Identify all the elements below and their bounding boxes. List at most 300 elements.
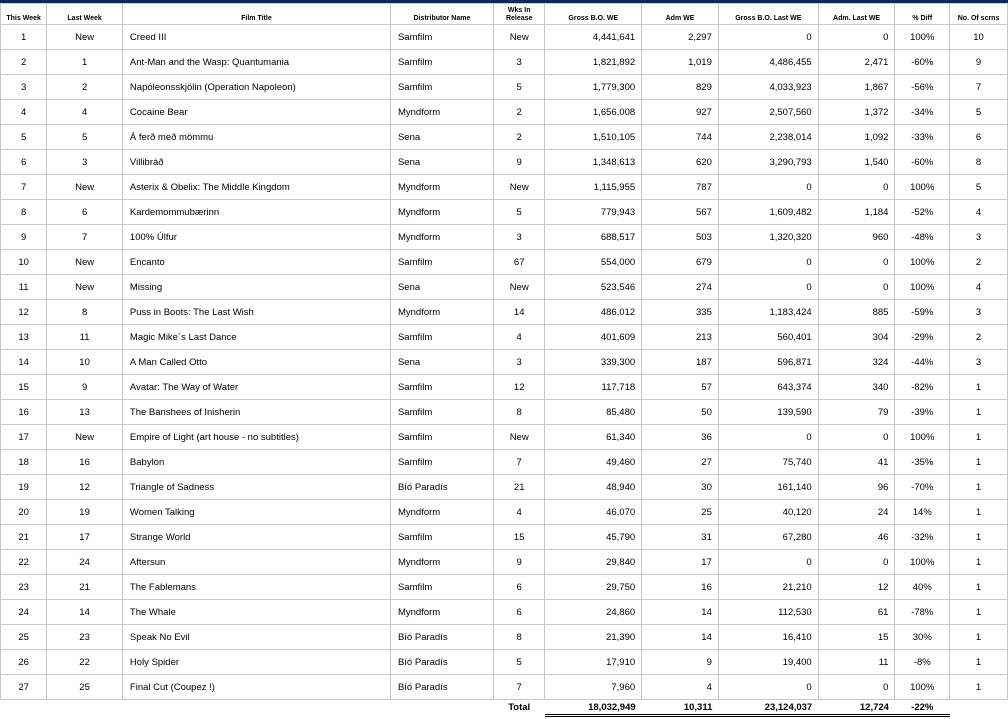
total-adm-last-we: 12,724 <box>818 700 895 716</box>
cell-this-week: 17 <box>1 425 47 450</box>
table-row <box>1 125 1008 150</box>
cell-distributor: Samfilm <box>390 375 493 400</box>
cell-weeks-in-release: 3 <box>493 50 545 75</box>
cell-last-week: 12 <box>47 475 123 500</box>
cell-this-week: 20 <box>1 500 47 525</box>
cell-this-week: 18 <box>1 450 47 475</box>
cell-gross-we: 554,000 <box>545 250 642 275</box>
cell-film-title: Kardemommubærinn <box>122 200 390 225</box>
cell-adm-we: 30 <box>642 475 719 500</box>
table-row <box>1 450 1008 475</box>
cell-film-title: 100% Úlfur <box>122 225 390 250</box>
table-row <box>1 100 1008 125</box>
cell-pct-diff: -29% <box>895 325 950 350</box>
header-row <box>1 4 1008 25</box>
cell-distributor: Myndform <box>390 500 493 525</box>
cell-pct-diff: -34% <box>895 100 950 125</box>
cell-weeks-in-release: 8 <box>493 625 545 650</box>
cell-adm-last-we: 1,540 <box>818 150 895 175</box>
cell-distributor: Bíó Paradís <box>390 475 493 500</box>
cell-film-title: Creed III <box>122 25 390 50</box>
cell-last-week: 5 <box>47 125 123 150</box>
cell-screens: 7 <box>950 75 1008 100</box>
cell-screens: 5 <box>950 100 1008 125</box>
cell-adm-last-we: 324 <box>818 350 895 375</box>
table-row <box>1 275 1008 300</box>
total-gross-we: 18,032,949 <box>545 700 642 716</box>
cell-adm-we: 503 <box>642 225 719 250</box>
cell-adm-we: 14 <box>642 600 719 625</box>
table-row <box>1 575 1008 600</box>
cell-film-title: Missing <box>122 275 390 300</box>
cell-adm-we: 1,019 <box>642 50 719 75</box>
cell-this-week: 11 <box>1 275 47 300</box>
cell-adm-last-we: 11 <box>818 650 895 675</box>
cell-adm-last-we: 2,471 <box>818 50 895 75</box>
cell-gross-we: 17,910 <box>545 650 642 675</box>
cell-pct-diff: 100% <box>895 25 950 50</box>
cell-gross-we: 1,656,008 <box>545 100 642 125</box>
cell-screens: 1 <box>950 375 1008 400</box>
total-adm-we: 10,311 <box>642 700 719 716</box>
cell-screens: 2 <box>950 325 1008 350</box>
cell-gross-last-we: 0 <box>718 675 818 700</box>
cell-distributor: Myndform <box>390 175 493 200</box>
cell-gross-we: 401,609 <box>545 325 642 350</box>
cell-this-week: 21 <box>1 525 47 550</box>
cell-this-week: 5 <box>1 125 47 150</box>
cell-film-title: Strange World <box>122 525 390 550</box>
cell-this-week: 22 <box>1 550 47 575</box>
cell-adm-last-we: 0 <box>818 425 895 450</box>
cell-gross-we: 486,012 <box>545 300 642 325</box>
cell-gross-last-we: 0 <box>718 425 818 450</box>
cell-gross-last-we: 1,609,482 <box>718 200 818 225</box>
cell-screens: 9 <box>950 50 1008 75</box>
cell-this-week: 26 <box>1 650 47 675</box>
cell-distributor: Myndform <box>390 600 493 625</box>
cell-this-week: 6 <box>1 150 47 175</box>
table-row <box>1 425 1008 450</box>
cell-weeks-in-release: 6 <box>493 575 545 600</box>
cell-distributor: Samfilm <box>390 400 493 425</box>
cell-distributor: Myndform <box>390 200 493 225</box>
cell-gross-we: 1,510,105 <box>545 125 642 150</box>
cell-this-week: 24 <box>1 600 47 625</box>
cell-distributor: Bíó Paradís <box>390 625 493 650</box>
cell-gross-last-we: 112,530 <box>718 600 818 625</box>
cell-gross-we: 117,718 <box>545 375 642 400</box>
cell-weeks-in-release: 3 <box>493 350 545 375</box>
cell-gross-last-we: 21,210 <box>718 575 818 600</box>
cell-film-title: The Whale <box>122 600 390 625</box>
cell-film-title: Triangle of Sadness <box>122 475 390 500</box>
cell-weeks-in-release: 4 <box>493 325 545 350</box>
cell-last-week: 14 <box>47 600 123 625</box>
cell-adm-last-we: 0 <box>818 25 895 50</box>
table-row <box>1 325 1008 350</box>
cell-this-week: 25 <box>1 625 47 650</box>
cell-weeks-in-release: 8 <box>493 400 545 425</box>
cell-screens: 1 <box>950 575 1008 600</box>
cell-distributor: Sena <box>390 150 493 175</box>
col-gross-we: Gross B.O. WE <box>545 4 642 25</box>
cell-adm-we: 679 <box>642 250 719 275</box>
cell-pct-diff: 30% <box>895 625 950 650</box>
col-gross-last-we: Gross B.O. Last WE <box>718 4 818 25</box>
cell-gross-we: 45,790 <box>545 525 642 550</box>
cell-last-week: 17 <box>47 525 123 550</box>
cell-this-week: 15 <box>1 375 47 400</box>
cell-film-title: Empire of Light (art house - no subtitles) <box>122 425 390 450</box>
cell-screens: 6 <box>950 125 1008 150</box>
cell-film-title: Cocaine Bear <box>122 100 390 125</box>
cell-adm-we: 927 <box>642 100 719 125</box>
cell-adm-we: 567 <box>642 200 719 225</box>
table-body <box>1 25 1008 700</box>
cell-film-title: Holy Spider <box>122 650 390 675</box>
cell-gross-we: 523,546 <box>545 275 642 300</box>
cell-screens: 1 <box>950 475 1008 500</box>
cell-distributor: Samfilm <box>390 525 493 550</box>
cell-last-week: New <box>47 250 123 275</box>
cell-adm-last-we: 0 <box>818 675 895 700</box>
cell-distributor: Samfilm <box>390 575 493 600</box>
cell-weeks-in-release: 9 <box>493 150 545 175</box>
cell-adm-last-we: 960 <box>818 225 895 250</box>
cell-film-title: A Man Called Otto <box>122 350 390 375</box>
cell-gross-last-we: 560,401 <box>718 325 818 350</box>
table-row <box>1 300 1008 325</box>
cell-pct-diff: -48% <box>895 225 950 250</box>
cell-last-week: New <box>47 275 123 300</box>
cell-gross-last-we: 19,400 <box>718 650 818 675</box>
cell-this-week: 9 <box>1 225 47 250</box>
cell-last-week: 22 <box>47 650 123 675</box>
col-screens: No. Of scrns <box>950 4 1008 25</box>
cell-this-week: 3 <box>1 75 47 100</box>
table-row <box>1 675 1008 700</box>
col-distributor: Distributor Name <box>390 4 493 25</box>
cell-pct-diff: -8% <box>895 650 950 675</box>
cell-adm-we: 829 <box>642 75 719 100</box>
cell-adm-last-we: 1,184 <box>818 200 895 225</box>
cell-adm-we: 16 <box>642 575 719 600</box>
cell-adm-last-we: 1,867 <box>818 75 895 100</box>
cell-screens: 1 <box>950 550 1008 575</box>
table-row <box>1 150 1008 175</box>
cell-adm-we: 50 <box>642 400 719 425</box>
cell-distributor: Samfilm <box>390 250 493 275</box>
cell-distributor: Myndform <box>390 225 493 250</box>
cell-gross-we: 21,390 <box>545 625 642 650</box>
cell-pct-diff: -70% <box>895 475 950 500</box>
cell-gross-last-we: 4,033,923 <box>718 75 818 100</box>
cell-screens: 3 <box>950 300 1008 325</box>
cell-last-week: 25 <box>47 675 123 700</box>
cell-this-week: 10 <box>1 250 47 275</box>
cell-film-title: Speak No Evil <box>122 625 390 650</box>
cell-distributor: Myndform <box>390 300 493 325</box>
cell-last-week: 2 <box>47 75 123 100</box>
cell-adm-last-we: 15 <box>818 625 895 650</box>
table-row <box>1 200 1008 225</box>
cell-weeks-in-release: 14 <box>493 300 545 325</box>
cell-distributor: Bíó Paradís <box>390 650 493 675</box>
cell-gross-last-we: 0 <box>718 550 818 575</box>
table-row <box>1 350 1008 375</box>
cell-adm-we: 744 <box>642 125 719 150</box>
cell-adm-we: 14 <box>642 625 719 650</box>
table-row <box>1 475 1008 500</box>
cell-weeks-in-release: 3 <box>493 225 545 250</box>
cell-last-week: 1 <box>47 50 123 75</box>
cell-adm-we: 36 <box>642 425 719 450</box>
col-this-week: This Week <box>1 4 47 25</box>
cell-distributor: Sena <box>390 350 493 375</box>
cell-this-week: 13 <box>1 325 47 350</box>
cell-pct-diff: -60% <box>895 50 950 75</box>
cell-weeks-in-release: 5 <box>493 75 545 100</box>
cell-gross-we: 29,750 <box>545 575 642 600</box>
cell-gross-last-we: 161,140 <box>718 475 818 500</box>
cell-pct-diff: -78% <box>895 600 950 625</box>
cell-gross-last-we: 4,486,455 <box>718 50 818 75</box>
cell-pct-diff: 100% <box>895 175 950 200</box>
cell-gross-last-we: 0 <box>718 275 818 300</box>
cell-gross-last-we: 643,374 <box>718 375 818 400</box>
cell-weeks-in-release: 7 <box>493 675 545 700</box>
cell-last-week: 4 <box>47 100 123 125</box>
cell-pct-diff: 100% <box>895 675 950 700</box>
cell-last-week: 21 <box>47 575 123 600</box>
cell-weeks-in-release: 15 <box>493 525 545 550</box>
cell-screens: 3 <box>950 350 1008 375</box>
cell-adm-last-we: 0 <box>818 550 895 575</box>
cell-screens: 4 <box>950 200 1008 225</box>
col-pct-diff: % Diff <box>895 4 950 25</box>
cell-pct-diff: -56% <box>895 75 950 100</box>
cell-screens: 3 <box>950 225 1008 250</box>
cell-screens: 2 <box>950 250 1008 275</box>
cell-distributor: Samfilm <box>390 325 493 350</box>
table-row <box>1 650 1008 675</box>
cell-last-week: New <box>47 425 123 450</box>
cell-weeks-in-release: 5 <box>493 200 545 225</box>
cell-this-week: 23 <box>1 575 47 600</box>
cell-gross-we: 49,460 <box>545 450 642 475</box>
cell-gross-last-we: 2,507,560 <box>718 100 818 125</box>
cell-pct-diff: -33% <box>895 125 950 150</box>
cell-gross-we: 24,860 <box>545 600 642 625</box>
cell-film-title: Babylon <box>122 450 390 475</box>
cell-weeks-in-release: 2 <box>493 100 545 125</box>
cell-weeks-in-release: New <box>493 425 545 450</box>
cell-this-week: 7 <box>1 175 47 200</box>
table-row <box>1 225 1008 250</box>
cell-adm-last-we: 1,372 <box>818 100 895 125</box>
cell-weeks-in-release: 7 <box>493 450 545 475</box>
cell-gross-last-we: 596,871 <box>718 350 818 375</box>
cell-film-title: Women Talking <box>122 500 390 525</box>
table-row <box>1 250 1008 275</box>
cell-adm-last-we: 41 <box>818 450 895 475</box>
cell-pct-diff: -32% <box>895 525 950 550</box>
cell-film-title: Final Cut (Coupez !) <box>122 675 390 700</box>
cell-screens: 1 <box>950 500 1008 525</box>
cell-this-week: 8 <box>1 200 47 225</box>
cell-weeks-in-release: 67 <box>493 250 545 275</box>
cell-pct-diff: -52% <box>895 200 950 225</box>
cell-last-week: 23 <box>47 625 123 650</box>
cell-pct-diff: 100% <box>895 550 950 575</box>
cell-gross-last-we: 67,280 <box>718 525 818 550</box>
cell-film-title: Asterix & Obelix: The Middle Kingdom <box>122 175 390 200</box>
cell-screens: 1 <box>950 650 1008 675</box>
cell-distributor: Samfilm <box>390 25 493 50</box>
cell-gross-we: 1,821,892 <box>545 50 642 75</box>
cell-gross-we: 48,940 <box>545 475 642 500</box>
cell-screens: 1 <box>950 600 1008 625</box>
cell-adm-last-we: 12 <box>818 575 895 600</box>
cell-adm-we: 213 <box>642 325 719 350</box>
cell-this-week: 16 <box>1 400 47 425</box>
cell-gross-last-we: 1,320,320 <box>718 225 818 250</box>
cell-pct-diff: -82% <box>895 375 950 400</box>
cell-gross-last-we: 2,238,014 <box>718 125 818 150</box>
cell-gross-we: 85,480 <box>545 400 642 425</box>
cell-adm-last-we: 79 <box>818 400 895 425</box>
cell-weeks-in-release: 12 <box>493 375 545 400</box>
cell-adm-we: 4 <box>642 675 719 700</box>
cell-last-week: New <box>47 25 123 50</box>
cell-distributor: Bíó Paradís <box>390 675 493 700</box>
cell-gross-we: 46,070 <box>545 500 642 525</box>
cell-adm-we: 787 <box>642 175 719 200</box>
cell-adm-we: 274 <box>642 275 719 300</box>
cell-pct-diff: 14% <box>895 500 950 525</box>
cell-weeks-in-release: 6 <box>493 600 545 625</box>
totals-row <box>1 700 1008 716</box>
table-row <box>1 175 1008 200</box>
table-row <box>1 600 1008 625</box>
cell-adm-last-we: 304 <box>818 325 895 350</box>
col-weeks-in-release: Wks In Release <box>493 4 545 25</box>
cell-pct-diff: -44% <box>895 350 950 375</box>
cell-weeks-in-release: New <box>493 175 545 200</box>
cell-film-title: Á ferð með mömmu <box>122 125 390 150</box>
cell-distributor: Samfilm <box>390 75 493 100</box>
cell-gross-we: 7,960 <box>545 675 642 700</box>
cell-gross-we: 779,943 <box>545 200 642 225</box>
table-row <box>1 400 1008 425</box>
cell-adm-last-we: 46 <box>818 525 895 550</box>
cell-gross-we: 1,348,613 <box>545 150 642 175</box>
col-last-week: Last Week <box>47 4 123 25</box>
cell-adm-last-we: 340 <box>818 375 895 400</box>
cell-gross-last-we: 139,590 <box>718 400 818 425</box>
table-row <box>1 375 1008 400</box>
table-row <box>1 500 1008 525</box>
cell-weeks-in-release: New <box>493 25 545 50</box>
cell-distributor: Myndform <box>390 550 493 575</box>
cell-adm-we: 335 <box>642 300 719 325</box>
cell-adm-last-we: 96 <box>818 475 895 500</box>
cell-screens: 8 <box>950 150 1008 175</box>
cell-film-title: Encanto <box>122 250 390 275</box>
cell-film-title: The Fablemans <box>122 575 390 600</box>
cell-screens: 1 <box>950 675 1008 700</box>
cell-this-week: 19 <box>1 475 47 500</box>
cell-screens: 4 <box>950 275 1008 300</box>
cell-gross-we: 1,779,300 <box>545 75 642 100</box>
cell-pct-diff: -39% <box>895 400 950 425</box>
cell-adm-we: 27 <box>642 450 719 475</box>
col-adm-we: Adm WE <box>642 4 719 25</box>
cell-distributor: Myndform <box>390 100 493 125</box>
cell-weeks-in-release: 4 <box>493 500 545 525</box>
cell-last-week: 10 <box>47 350 123 375</box>
cell-adm-we: 9 <box>642 650 719 675</box>
cell-adm-last-we: 0 <box>818 275 895 300</box>
cell-screens: 5 <box>950 175 1008 200</box>
cell-film-title: Villibráð <box>122 150 390 175</box>
total-pct-diff: -22% <box>895 700 950 716</box>
table-row <box>1 625 1008 650</box>
cell-pct-diff: -60% <box>895 150 950 175</box>
cell-last-week: 8 <box>47 300 123 325</box>
cell-film-title: Magic Mike´s Last Dance <box>122 325 390 350</box>
cell-this-week: 12 <box>1 300 47 325</box>
cell-this-week: 14 <box>1 350 47 375</box>
cell-weeks-in-release: 5 <box>493 650 545 675</box>
cell-adm-we: 187 <box>642 350 719 375</box>
cell-film-title: Aftersun <box>122 550 390 575</box>
table-row <box>1 75 1008 100</box>
table-row <box>1 25 1008 50</box>
cell-gross-last-we: 0 <box>718 175 818 200</box>
table-row <box>1 50 1008 75</box>
cell-adm-we: 620 <box>642 150 719 175</box>
cell-gross-last-we: 0 <box>718 25 818 50</box>
cell-gross-last-we: 16,410 <box>718 625 818 650</box>
cell-gross-we: 1,115,955 <box>545 175 642 200</box>
cell-distributor: Sena <box>390 125 493 150</box>
cell-weeks-in-release: 21 <box>493 475 545 500</box>
table-row <box>1 550 1008 575</box>
cell-last-week: 9 <box>47 375 123 400</box>
cell-screens: 1 <box>950 625 1008 650</box>
cell-last-week: 19 <box>47 500 123 525</box>
table-row <box>1 525 1008 550</box>
cell-adm-we: 25 <box>642 500 719 525</box>
cell-film-title: Avatar: The Way of Water <box>122 375 390 400</box>
cell-adm-last-we: 885 <box>818 300 895 325</box>
cell-last-week: 6 <box>47 200 123 225</box>
cell-gross-last-we: 75,740 <box>718 450 818 475</box>
totals-label: Total <box>508 702 531 714</box>
col-adm-last-we: Adm. Last WE <box>818 4 895 25</box>
cell-gross-we: 688,517 <box>545 225 642 250</box>
cell-weeks-in-release: 2 <box>493 125 545 150</box>
cell-screens: 1 <box>950 450 1008 475</box>
cell-last-week: 7 <box>47 225 123 250</box>
cell-pct-diff: 100% <box>895 425 950 450</box>
cell-last-week: 11 <box>47 325 123 350</box>
cell-last-week: 24 <box>47 550 123 575</box>
cell-weeks-in-release: New <box>493 275 545 300</box>
cell-screens: 1 <box>950 425 1008 450</box>
